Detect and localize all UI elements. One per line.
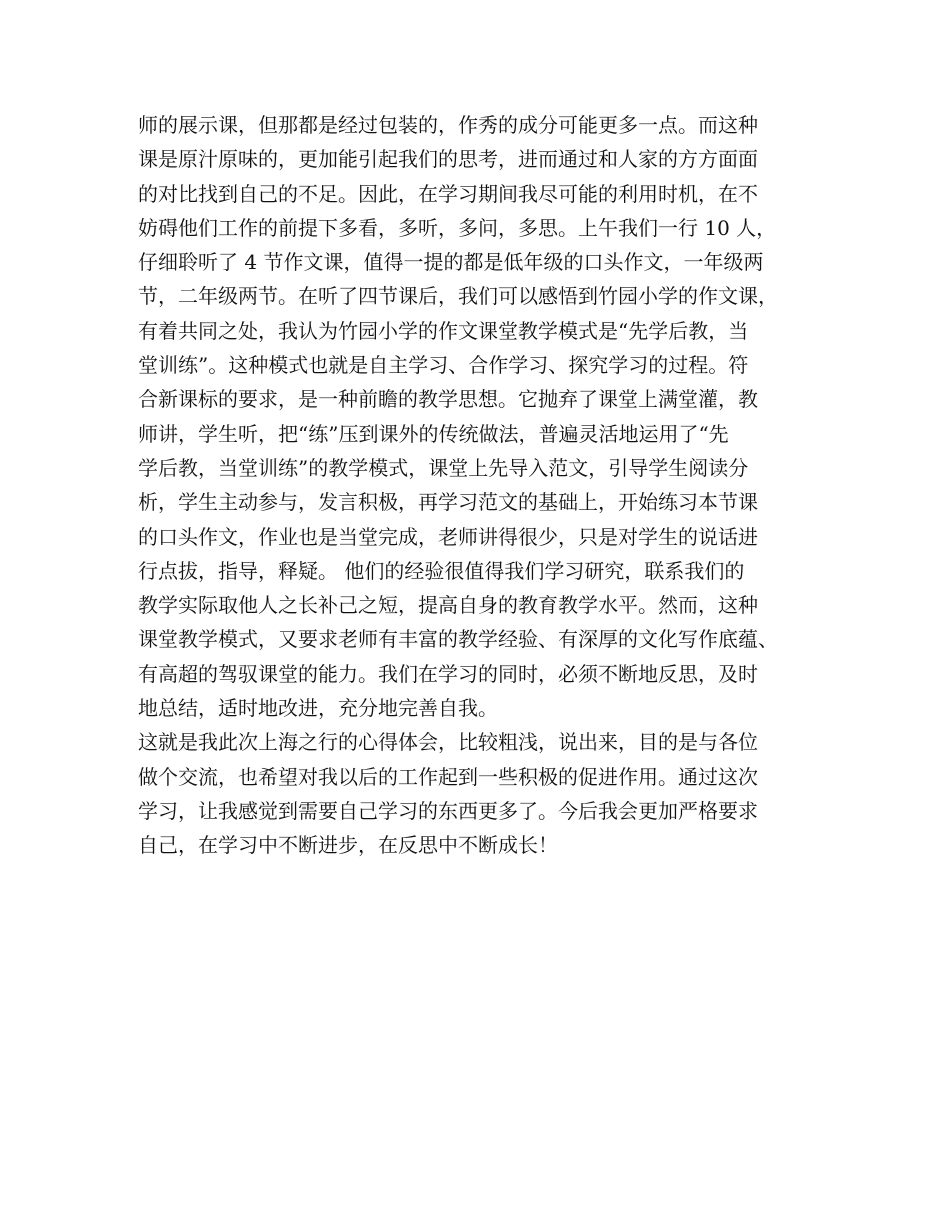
text-line: 仔细聆听了 4 节作文课，值得一提的都是低年级的口头作文，一年级两: [138, 250, 764, 275]
paragraph-conclusion: [138, 725, 838, 862]
text-line: 师的展示课，但那都是经过包装的，作秀的成分可能更多一点。而这种: [138, 113, 758, 137]
text-line: 堂训练”。这种模式也就是自主学习、合作学习、探究学习的过程。符: [138, 353, 749, 378]
text-line: 节，二年级两节。在听了四节课后，我们可以感悟到竹园小学的作文课，: [138, 284, 778, 309]
text-line: 课堂教学模式，又要求老师有丰富的教学经验、有深厚的文化写作底蕴、: [138, 627, 778, 652]
text-line: 妨碍他们工作的前提下多看，多听，多问，多思。上午我们一行 10 人，: [138, 215, 777, 240]
text-line: 课是原汁原味的，更加能引起我们的思考，进而通过和人家的方方面面: [138, 147, 758, 172]
text-line: 的对比找到自己的不足。因此，在学习期间我尽可能的利用时机，在不: [138, 181, 758, 206]
text-line: 做个交流，也希望对我以后的工作起到一些积极的促进作用。通过这次: [138, 764, 758, 789]
text-line: 师讲，学生听，把“练”压到课外的传统做法，普遍灵活地运用了“先: [138, 421, 729, 446]
text-line: 合新课标的要求，是一种前瞻的教学思想。它抛弃了课堂上满堂灌，教: [138, 387, 758, 412]
body-text: [138, 108, 838, 863]
text-line: 自己，在学习中不断进步，在反思中不断成长！: [138, 833, 558, 858]
text-line: 地总结，适时地改进，充分地完善自我。: [138, 696, 498, 721]
text-line: 学习，让我感觉到需要自己学习的东西更多了。今后我会更加严格要求: [138, 798, 758, 823]
text-line: 有高超的驾驭课堂的能力。我们在学习的同时，必须不断地反思，及时: [138, 661, 758, 686]
text-line: 的口头作文，作业也是当堂完成，老师讲得很少，只是对学生的说话进: [138, 524, 758, 549]
text-line: 教学实际取他人之长补己之短，提高自身的教育教学水平。然而，这种: [138, 593, 758, 618]
text-line: 行点拔，指导，释疑。 他们的经验很值得我们学习研究，联系我们的: [138, 558, 745, 583]
text-line: 析，学生主动参与，发言积极，再学习范文的基础上，开始练习本节课: [138, 490, 758, 515]
paragraph-reflection: [138, 108, 838, 725]
text-line: 这就是我此次上海之行的心得体会，比较粗浅，说出来，目的是与各位: [138, 730, 758, 755]
text-line: 学后教，当堂训练”的教学模式，课堂上先导入范文，引导学生阅读分: [138, 455, 749, 480]
text-line: 有着共同之处，我认为竹园小学的作文课堂教学模式是“先学后教，当: [138, 318, 749, 343]
